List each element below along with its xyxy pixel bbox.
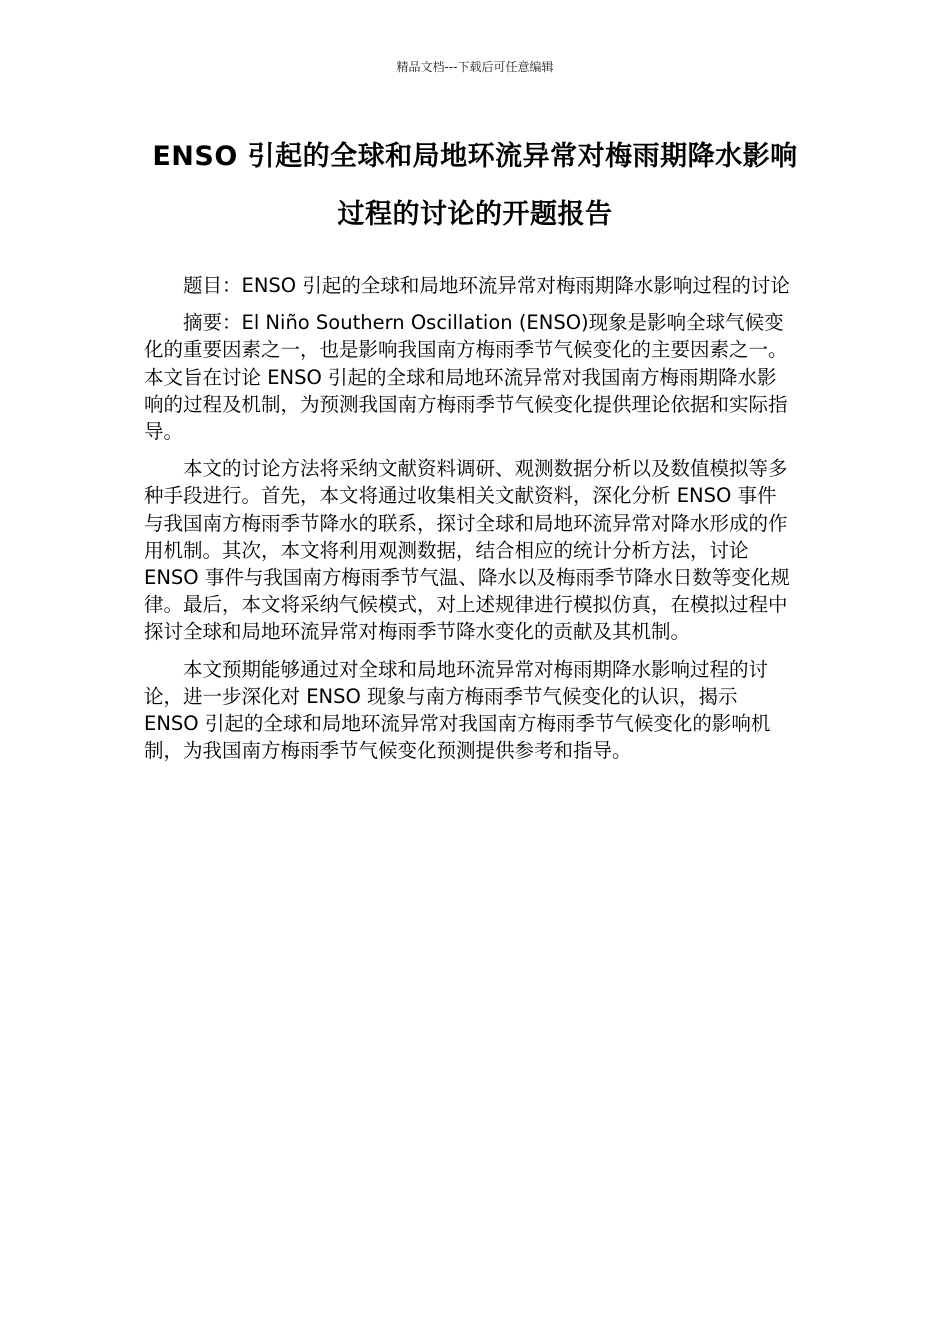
document-title	[120, 128, 830, 244]
title-line-2: 过程的讨论的开题报告	[337, 199, 613, 230]
header-note: 精品文档---下载后可任意编辑	[396, 60, 554, 74]
paragraph-abstract: 摘要：El Niño Southern Oscillation (ENSO)现象是影响全球气候变化的重要因素之一，也是影响我国南方梅雨季节气候变化的主要因素之一。本文旨在讨论 ENSO 引起的全球和局地环流异常对我国南方梅雨期降水影响的过程及机制，为预测我国南方梅雨季节气候变化提供理论依据和实际指导。	[144, 311, 788, 444]
document-body	[144, 272, 792, 774]
paragraph-expectations: 本文预期能够通过对全球和局地环流异常对梅雨期降水影响过程的讨论，进一步深化对 ENSO 现象与南方梅雨季节气候变化的认识，揭示 ENSO 引起的全球和局地环流异常对我国南方梅雨季节气候变化的影响机制，为我国南方梅雨季节气候变化预测提供参考和指导。	[144, 657, 771, 763]
paragraph-methods: 本文的讨论方法将采纳文献资料调研、观测数据分析以及数值模拟等多种手段进行。首先，本文将通过收集相关文献资料，深化分析 ENSO 事件与我国南方梅雨季节降水的联系，探讨全球和局地环流异常对降水形成的作用机制。其次，本文将利用观测数据，结合相应的统计分析方法，讨论 ENSO 事件与我国南方梅雨季节气温、降水以及梅雨季节降水日数等变化规律。最后，本文将采纳气候模式，对上述规律进行模拟仿真，在模拟过程中探讨全球和局地环流异常对梅雨季节降水变化的贡献及其机制。	[144, 457, 790, 644]
paragraph-topic: 题目：ENSO 引起的全球和局地环流异常对梅雨期降水影响过程的讨论	[183, 274, 790, 297]
title-line-1: ENSO 引起的全球和局地环流异常对梅雨期降水影响	[152, 141, 798, 172]
